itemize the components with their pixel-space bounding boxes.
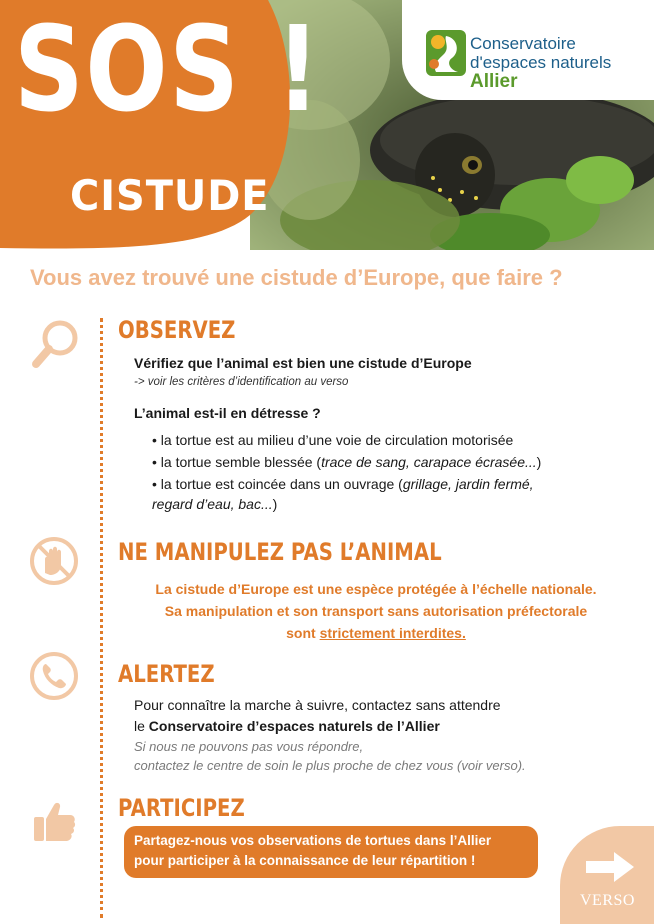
alert-line-3: Si nous ne pouvons pas vous répondre, — [134, 739, 364, 754]
handle-title: NE MANIPULEZ PAS L’ANIMAL — [118, 538, 442, 566]
warning-line-1: La cistude d’Europe est une espèce protégée à l’échelle nationale. — [155, 581, 597, 597]
bullet-text: • la tortue semble blessée ( — [152, 454, 322, 470]
verso-label: VERSO — [580, 892, 635, 909]
observe-check-note: -> voir les critères d’identification au verso — [134, 376, 349, 388]
cistude-title: CISTUDE — [70, 171, 270, 220]
logo-line-2: d'espaces naturels — [470, 53, 612, 72]
bullet-after: ) — [536, 454, 542, 470]
alert-organization: Conservatoire d’espaces naturels de l’Allier — [148, 718, 440, 734]
phone-icon — [28, 650, 80, 702]
observe-bullet — [152, 430, 513, 450]
cen-allier-logo-icon — [424, 28, 468, 78]
bullet-after: ) — [272, 496, 278, 512]
participate-callout — [124, 826, 538, 878]
observe-distress-question: L’animal est-il en détresse ? — [134, 405, 321, 421]
alert-line-2 — [134, 716, 440, 736]
protection-warning — [116, 578, 636, 644]
observe-bullet — [152, 494, 277, 514]
no-hand-icon — [28, 535, 80, 587]
participate-title: PARTICIPEZ — [118, 794, 245, 822]
callout-line-1: Partagez-nous vos observations de tortues dans l’Allier — [134, 833, 492, 848]
callout-line-2: pour participer à la connaissance de leur répartition ! — [134, 853, 476, 868]
observe-bullet — [152, 474, 534, 494]
warning-line-3-prefix: sont — [286, 625, 320, 641]
header — [0, 0, 654, 250]
warning-line-3 — [116, 622, 636, 644]
logo-text — [470, 34, 611, 91]
alert-line-4: contactez le centre de soin le plus proche de chez vous (voir verso). — [134, 758, 526, 773]
verso-button[interactable] — [560, 826, 654, 924]
observe-bullet — [152, 452, 541, 472]
alert-title: ALERTEZ — [118, 660, 215, 688]
organization-logo — [402, 0, 654, 100]
observe-check-line: Vérifiez que l’animal est bien une cistude d’Europe — [134, 355, 472, 371]
bullet-italic: trace de sang, carapace écrasée... — [321, 454, 537, 470]
warning-line-2: Sa manipulation et son transport sans autorisation préfectorale — [164, 603, 588, 619]
alert-line-2-prefix: le — [134, 718, 149, 734]
alert-line-1: Pour connaître la marche à suivre, contactez sans attendre — [134, 697, 501, 713]
thumbs-up-icon — [28, 795, 80, 847]
page-question: Vous avez trouvé une cistude d’Europe, que faire ? — [30, 265, 563, 290]
warning-strict: strictement interdites. — [319, 625, 466, 641]
sos-title: SOS ! — [14, 0, 322, 138]
bullet-italic: grillage, jardin fermé, — [402, 476, 534, 492]
bullet-text: • la tortue est coincée dans un ouvrage ( — [152, 476, 403, 492]
arrow-right-icon — [584, 850, 636, 884]
logo-line-1: Conservatoire — [470, 34, 576, 53]
magnifier-icon — [28, 318, 80, 370]
bullet-italic: regard d’eau, bac... — [152, 496, 273, 512]
bullet-text: • la tortue est au milieu d’une voie de circulation motorisée — [152, 432, 514, 448]
observe-title: OBSERVEZ — [118, 316, 236, 344]
dotted-timeline — [100, 318, 103, 918]
logo-line-3: Allier — [470, 71, 518, 92]
